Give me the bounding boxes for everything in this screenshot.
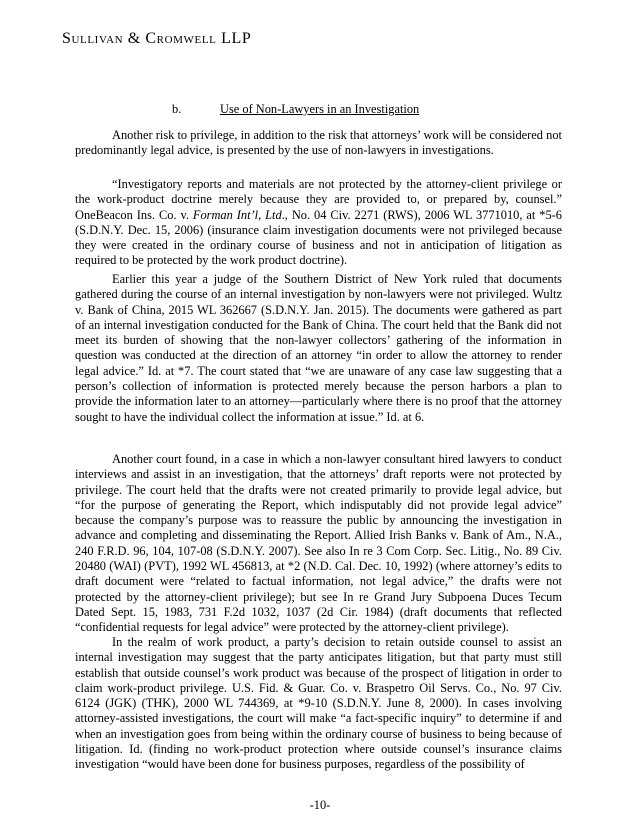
section-heading bbox=[172, 102, 419, 117]
case-name-italic: Forman Int’l, Ltd bbox=[192, 207, 282, 222]
paragraph-2-text-b: ., No. 04 Civ. 2271 (RWS), 2006 WL 3771010, at *5-6 (S.D.N.Y. Dec. 15, 2006) (insurance claim investigation documents were not privileged because they were created in the ordinary course of business and not in anticipation of litigation as required to be protected by the work product doctrine). bbox=[75, 207, 562, 268]
page-number: -10- bbox=[309, 798, 331, 812]
paragraph-4: Another court found, in a case in which a non-lawyer consultant hired lawyers to conduct interviews and assist in an investigation, that the attorneys’ draft reports were not protected by privilege. The court held that the drafts were not created primarily to provide legal advice, but “for the purpose of generating the Report, which indisputably did not provide legal advice” because the company’s purpose was to reassure the public by announcing the investigation in advance and completing and disseminating the Report. Allied Irish Banks v. Bank of Am., N.A., 240 F.R.D. 96, 104, 107-08 (S.D.N.Y. 2007). See also In re 3 Com Corp. Sec. Litig., No. 89 Civ. 20480 (WAI) (PVT), 1992 WL 456813, at *2 (N.D. Cal. Dec. 10, 1992) (where attorney’s edits to draft document were “related to factual information, not legal advice,” the drafts were not protected by the attorney-client privilege); but see In re Grand Jury Subpoena Duces Tecum Dated Sept. 15, 1983, 731 F.2d 1032, 1037 (2d Cir. 1984) (draft documents that reflected “confidential requests for legal advice” were protected by the attorney-client privilege). bbox=[75, 452, 562, 635]
paragraph-5: In the realm of work product, a party’s decision to retain outside counsel to assist an internal investigation may suggest that the party anticipates litigation, but that party must still establish that outside counsel’s work product was because of the prospect of litigation in order to claim work-product privilege. U.S. Fid. & Guar. Co. v. Braspetro Oil Servs. Co., No. 97 Civ. 6124 (JGK) (THK), 2000 WL 744369, at *9-10 (S.D.N.Y. June 8, 2000). In cases involving attorney-assisted investigations, the court will make “a fact-specific inquiry” to determine if and when an investigation goes from being within the ordinary course of business to being because of litigation. Id. (finding no work-product protection where outside counsel’s insurance claims investigation “would have been done for business purposes, regardless of the possibility of bbox=[75, 635, 562, 772]
paragraph-3: Earlier this year a judge of the Southern District of New York ruled that documents gathered during the course of an internal investigation by non-lawyers were not privileged. Wultz v. Bank of China, 2015 WL 362667 (S.D.N.Y. Jan. 2015). The documents were gathered as part of an internal investigation conducted for the Bank of China. The court held that the Bank did not meet its burden of showing that the non-lawyer collectors’ gathering of the information in question was conducted at the direction of an attorney “in order to allow the attorney to render legal advice.” Id. at *7. The court stated that “we are unaware of any case law suggesting that a person’s collection of information is protected merely because the person harbors a plan to provide the information later to an attorney—particularly where there is no proof that the attorney sought to have the individual collect the information at issue.” Id. at 6. bbox=[75, 272, 562, 424]
section-number: b. bbox=[172, 102, 182, 116]
firm-name-header: Sullivan & Cromwell LLP bbox=[62, 30, 252, 47]
section-title: Use of Non-Lawyers in an Investigation bbox=[220, 102, 420, 116]
paragraph-2 bbox=[75, 177, 562, 269]
paragraph-2-text-a: “Investigatory reports and materials are not protected by the attorney-client privilege or the work-product doctrine merely because they are provided to, or prepared by, counsel.” OneBeacon Ins. Co. v. bbox=[75, 177, 562, 222]
paragraph-1: Another risk to privilege, in addition to the risk that attorneys’ work will be considered not predominantly legal advice, is presented by the use of non-lawyers in investigations. bbox=[75, 128, 562, 158]
